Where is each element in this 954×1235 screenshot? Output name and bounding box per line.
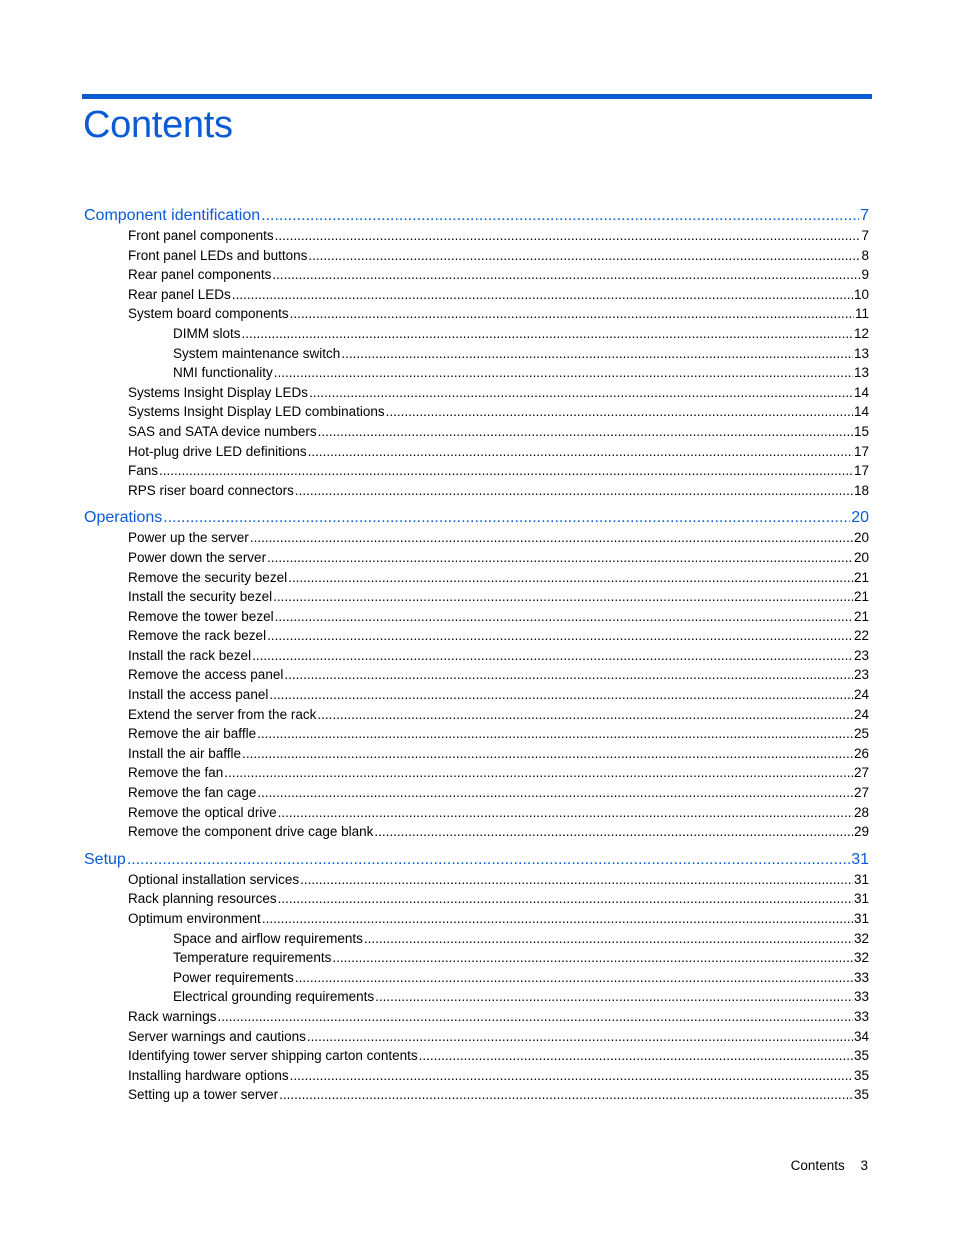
toc-entry[interactable]: [84, 1046, 869, 1066]
toc-entry[interactable]: [84, 763, 869, 783]
toc-entry-title: Remove the component drive cage blank: [128, 824, 374, 840]
toc-section-title: Setup: [84, 850, 126, 868]
toc-entry-page: 21: [853, 569, 869, 585]
toc-entry-title: Install the access panel: [128, 687, 269, 703]
toc-leader-dots: [218, 1007, 853, 1027]
toc-entry-page: 26: [853, 745, 869, 761]
toc-leader-dots: [278, 803, 853, 823]
toc-section-heading[interactable]: [84, 206, 869, 226]
toc-leader-dots: [317, 705, 853, 725]
toc-entry-title: Systems Insight Display LED combinations: [128, 404, 385, 420]
toc-entry-title: Identifying tower server shipping carton contents: [128, 1048, 418, 1064]
toc-entry[interactable]: [84, 1085, 869, 1105]
toc-entry[interactable]: [84, 685, 869, 705]
toc-section-heading[interactable]: [84, 508, 869, 528]
toc-entry-page: 11: [854, 306, 869, 322]
toc-entry-title: Remove the optical drive: [128, 804, 277, 820]
footer-label: Contents: [790, 1158, 845, 1173]
toc-entry-page: 35: [853, 1067, 869, 1083]
toc-entry[interactable]: [84, 402, 869, 422]
toc-section-heading[interactable]: [84, 850, 869, 870]
toc-entry[interactable]: [84, 665, 869, 685]
toc-leader-dots: [290, 1066, 853, 1086]
toc-entry-page: 14: [853, 404, 869, 420]
toc-leader-dots: [295, 481, 853, 501]
toc-entry-page: 24: [853, 687, 869, 703]
toc-entry-page: 8: [861, 247, 869, 263]
toc-entry[interactable]: [84, 968, 869, 988]
toc-entry[interactable]: [84, 803, 869, 823]
toc-entry-title: NMI functionality: [173, 365, 273, 381]
toc-leader-dots: [318, 422, 853, 442]
toc-entry-page: 23: [853, 647, 869, 663]
toc-leader-dots: [386, 402, 853, 422]
toc-entry[interactable]: [84, 587, 869, 607]
toc-entry[interactable]: [84, 528, 869, 548]
toc-leader-dots: [309, 383, 853, 403]
toc-entry-page: 21: [853, 608, 869, 624]
toc-leader-dots: [279, 1085, 853, 1105]
toc-leader-dots: [341, 344, 853, 364]
toc-leader-dots: [267, 548, 853, 568]
toc-entry-page: 34: [853, 1028, 869, 1044]
toc-entry-title: Remove the tower bezel: [128, 608, 274, 624]
toc-entry[interactable]: [84, 889, 869, 909]
toc-entry-title: Space and airflow requirements: [173, 930, 363, 946]
toc-entry-title: Rack warnings: [128, 1008, 217, 1024]
toc-entry-page: 28: [853, 804, 869, 820]
toc-section-page: 31: [851, 850, 869, 868]
toc-entry[interactable]: [84, 442, 869, 462]
toc-entry-title: Extend the server from the rack: [128, 706, 317, 722]
toc-leader-dots: [257, 724, 853, 744]
toc-entry[interactable]: [84, 948, 869, 968]
toc-entry-title: Rear panel components: [128, 267, 272, 283]
toc-entry-title: Front panel components: [128, 228, 274, 243]
toc-entry-title: SAS and SATA device numbers: [128, 423, 317, 439]
toc-leader-dots: [127, 850, 850, 870]
toc-leader-dots: [250, 528, 853, 548]
toc-leader-dots: [419, 1046, 853, 1066]
toc-leader-dots: [278, 889, 853, 909]
toc-leader-dots: [242, 744, 853, 764]
toc-entry-page: 7: [861, 228, 869, 243]
toc-leader-dots: [275, 607, 853, 627]
toc-entry-page: 9: [861, 267, 869, 283]
toc-leader-dots: [252, 646, 853, 666]
toc-entry-page: 10: [853, 286, 869, 302]
toc-leader-dots: [307, 1027, 853, 1047]
toc-entry-title: RPS riser board connectors: [128, 482, 294, 498]
toc-entry-title: Hot-plug drive LED definitions: [128, 443, 307, 459]
toc-entry-title: Remove the fan: [128, 765, 224, 781]
toc-entry[interactable]: [84, 783, 869, 803]
toc-entry[interactable]: [84, 548, 869, 568]
toc-entry[interactable]: [84, 363, 869, 383]
toc-leader-dots: [273, 587, 853, 607]
toc-entry[interactable]: [84, 304, 869, 324]
toc-entry-title: Power up the server: [128, 530, 249, 546]
toc-entry[interactable]: [84, 987, 869, 1007]
toc-leader-dots: [374, 822, 853, 842]
toc-leader-dots: [262, 909, 853, 929]
toc-entry-title: Electrical grounding requirements: [173, 989, 375, 1005]
toc-entry-title: System board components: [128, 306, 289, 322]
toc-leader-dots: [308, 246, 860, 266]
toc-leader-dots: [272, 265, 860, 285]
toc-entry-title: Remove the fan cage: [128, 785, 257, 801]
toc-section-title: Component identification: [84, 207, 261, 224]
toc-entry-title: Installing hardware options: [128, 1067, 289, 1083]
toc-leader-dots: [274, 363, 853, 383]
toc-entry-title: Fans: [128, 463, 159, 479]
toc-entry[interactable]: [84, 646, 869, 666]
toc-leader-dots: [295, 968, 853, 988]
toc-entry-title: Server warnings and cautions: [128, 1028, 306, 1044]
toc-entry-page: 13: [853, 365, 869, 381]
toc-leader-dots: [224, 763, 853, 783]
toc-entry-title: Remove the security bezel: [128, 569, 288, 585]
page-title: Contents: [83, 104, 233, 146]
toc-entry-page: 32: [853, 930, 869, 946]
toc-leader-dots: [284, 665, 853, 685]
toc-entry-page: 15: [853, 423, 869, 439]
toc-entry-page: 20: [853, 549, 869, 565]
toc-entry[interactable]: [84, 422, 869, 442]
toc-entry[interactable]: [84, 929, 869, 949]
page-footer: [791, 1158, 868, 1173]
toc-entry[interactable]: [84, 744, 869, 764]
toc-entry[interactable]: [84, 383, 869, 403]
toc-entry-page: 20: [853, 530, 869, 546]
toc-entry-page: 31: [853, 871, 869, 887]
toc-entry[interactable]: [84, 246, 869, 266]
toc-entry-title: Rack planning resources: [128, 891, 277, 907]
toc-entry-page: 27: [853, 765, 869, 781]
toc-entry-title: DIMM slots: [173, 325, 241, 341]
toc-section-page: 7: [860, 207, 869, 224]
toc-entry-title: Optional installation services: [128, 871, 300, 887]
toc-entry-page: 33: [853, 969, 869, 985]
toc-entry-page: 35: [853, 1087, 869, 1103]
toc-entry-page: 27: [853, 785, 869, 801]
toc-entry-page: 29: [853, 824, 869, 840]
toc-entry[interactable]: [84, 568, 869, 588]
toc-section-title: Operations: [84, 509, 163, 527]
toc-entry-page: 17: [853, 463, 869, 479]
title-rule: [82, 94, 872, 99]
toc-leader-dots: [275, 226, 861, 246]
toc-leader-dots: [261, 206, 859, 226]
toc-entry[interactable]: [84, 481, 869, 501]
toc-entry-page: 35: [853, 1048, 869, 1064]
toc-entry[interactable]: [84, 607, 869, 627]
toc-entry-page: 23: [853, 667, 869, 683]
toc-entry[interactable]: [84, 822, 869, 842]
toc-entry-title: Rear panel LEDs: [128, 286, 231, 302]
toc-leader-dots: [332, 948, 853, 968]
toc-entry-page: 31: [853, 911, 869, 926]
toc-entry[interactable]: [84, 461, 869, 481]
toc-leader-dots: [364, 929, 853, 949]
toc-entry-title: System maintenance switch: [173, 345, 341, 361]
toc-entry[interactable]: [84, 705, 869, 725]
toc-entry-page: 22: [853, 628, 869, 644]
toc-entry-page: 12: [853, 325, 869, 341]
toc-entry-page: 33: [853, 1008, 869, 1024]
toc-entry[interactable]: [84, 1027, 869, 1047]
toc-entry-page: 33: [853, 989, 869, 1005]
toc-leader-dots: [232, 285, 853, 305]
toc-entry-title: Systems Insight Display LEDs: [128, 384, 309, 400]
toc-leader-dots: [308, 442, 853, 462]
table-of-contents: [84, 206, 869, 1105]
toc-leader-dots: [290, 304, 854, 324]
toc-entry-title: Power requirements: [173, 969, 294, 985]
toc-leader-dots: [375, 987, 853, 1007]
toc-entry-title: Install the air baffle: [128, 745, 242, 761]
toc-entry-page: 17: [853, 443, 869, 459]
toc-entry[interactable]: [84, 870, 869, 890]
toc-entry-title: Temperature requirements: [173, 950, 332, 966]
toc-entry-title: Remove the rack bezel: [128, 628, 267, 644]
toc-leader-dots: [159, 461, 853, 481]
toc-entry[interactable]: [84, 909, 869, 929]
toc-entry[interactable]: [84, 344, 869, 364]
toc-entry[interactable]: [84, 324, 869, 344]
toc-entry-page: 24: [853, 706, 869, 722]
toc-leader-dots: [163, 508, 850, 528]
toc-entry[interactable]: [84, 285, 869, 305]
toc-entry-page: 14: [853, 384, 869, 400]
toc-entry-title: Install the rack bezel: [128, 647, 252, 663]
toc-entry[interactable]: [84, 1007, 869, 1027]
toc-leader-dots: [267, 626, 853, 646]
toc-entry-page: 21: [853, 589, 869, 605]
toc-entry-title: Remove the air baffle: [128, 726, 257, 742]
toc-entry-title: Optimum environment: [128, 911, 261, 926]
footer-page-number: 3: [860, 1158, 868, 1173]
toc-entry-title: Power down the server: [128, 549, 267, 565]
toc-leader-dots: [269, 685, 853, 705]
toc-entry-title: Front panel LEDs and buttons: [128, 247, 308, 263]
toc-entry[interactable]: [84, 724, 869, 744]
toc-entry-page: 32: [853, 950, 869, 966]
toc-entry[interactable]: [84, 265, 869, 285]
toc-entry-page: 31: [853, 891, 869, 907]
toc-entry[interactable]: [84, 226, 869, 246]
toc-entry-page: 18: [853, 482, 869, 498]
toc-entry-title: Install the security bezel: [128, 589, 273, 605]
toc-leader-dots: [288, 568, 853, 588]
toc-leader-dots: [242, 324, 853, 344]
toc-section-page: 20: [851, 509, 869, 527]
toc-leader-dots: [257, 783, 853, 803]
toc-leader-dots: [300, 870, 853, 890]
toc-entry-title: Remove the access panel: [128, 667, 284, 683]
toc-entry-title: Setting up a tower server: [128, 1087, 279, 1103]
toc-entry-page: 13: [853, 345, 869, 361]
toc-entry[interactable]: [84, 1066, 869, 1086]
toc-entry[interactable]: [84, 626, 869, 646]
toc-entry-page: 25: [853, 726, 869, 742]
